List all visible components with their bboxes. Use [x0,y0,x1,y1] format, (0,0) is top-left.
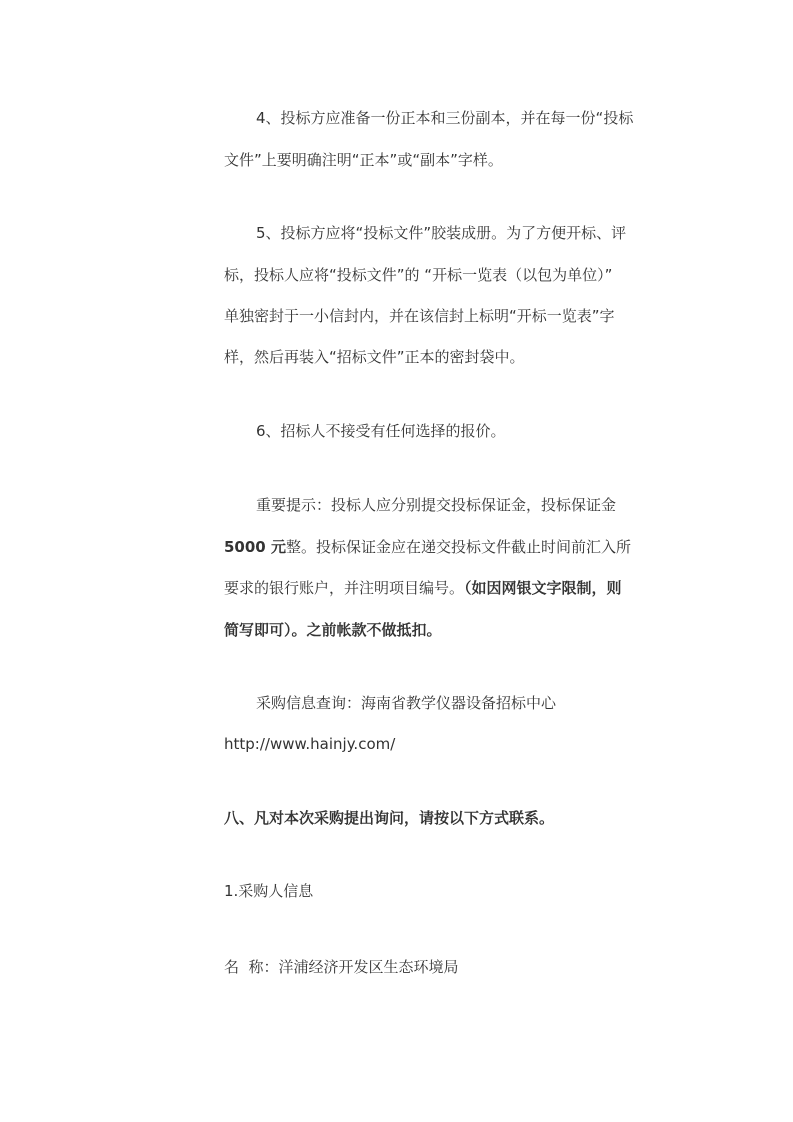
deposit-amount: 5000 元 [224,538,286,556]
notice-line-2 [224,536,631,558]
notice-line-4: 简写即可）。之前帐款不做抵扣。 [224,621,442,639]
p5-line-3: 单独密封于一小信封内，并在该信封上标明“开标一览表”字 [224,307,615,325]
notice-line-3 [224,577,622,599]
p5-line-4: 样，然后再装入“招标文件”正本的密封袋中。 [224,348,525,366]
notice-line-2-text: 整。投标保证金应在递交投标文件截止时间前汇入所 [285,538,631,556]
inquiry-url[interactable]: http://www.hainjy.com/ [224,735,396,753]
p5-line-1: 5、投标方应将“投标文件”胶装成册。为了方便开标、评 [256,224,627,242]
p4-line-2: 文件”上要明确注明“正本”或“副本”字样。 [224,151,503,169]
notice-line-3-text: 要求的银行账户，并注明项目编号。 [224,579,465,597]
purchaser-name: 名 称：洋浦经济开发区生态环境局 [224,958,459,976]
p5-line-2: 标，投标人应将“投标文件”的 “开标一览表（以包为单位）” [224,266,613,284]
section-8-heading: 八、凡对本次采购提出询问，请按以下方式联系。 [224,809,555,827]
notice-line-1: 重要提示：投标人应分别提交投标保证金，投标保证金 [256,496,617,514]
p6-line-1: 6、招标人不接受有任何选择的报价。 [256,422,506,440]
inquiry-line-1: 采购信息查询：海南省教学仪器设备招标中心 [256,694,557,712]
notice-line-3-bold: （如因网银文字限制，则 [464,579,622,597]
purchaser-heading: 1.采购人信息 [224,882,314,900]
p4-line-1: 4、投标方应准备一份正本和三份副本，并在每一份“投标 [256,109,634,127]
